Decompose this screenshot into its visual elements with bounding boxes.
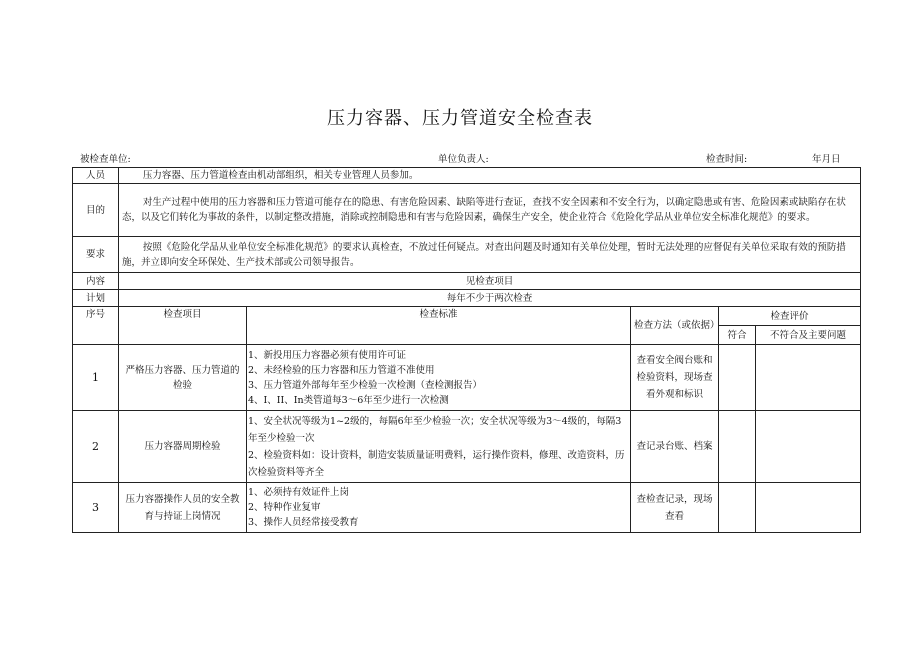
inspected-unit-label: 被检查单位: — [80, 154, 131, 165]
unit-leader-label: 单位负责人: — [438, 154, 489, 165]
item-conform-cell — [719, 345, 756, 411]
item-seq: 2 — [73, 411, 119, 483]
item-seq: 3 — [73, 483, 119, 533]
purpose-row — [73, 184, 861, 237]
item-nonconform-cell — [756, 411, 861, 483]
item-conform-cell — [719, 411, 756, 483]
item-nonconform-cell — [756, 483, 861, 533]
item-conform-cell — [719, 483, 756, 533]
item-row — [73, 411, 861, 483]
requirement-row — [73, 237, 861, 273]
personnel-text: 压力容器、压力管道检查由机动部组织，相关专业管理人员参加。 — [119, 168, 861, 184]
standard-line: 4、I、II、In类管道每3～6年至少进行一次检测 — [248, 394, 449, 406]
header-conform: 符合 — [719, 326, 756, 345]
item-row — [73, 483, 861, 533]
plan-label: 计划 — [73, 290, 119, 307]
item-method: 查看安全阀台账和检验资料，现场查看外观和标识 — [631, 345, 719, 411]
item-nonconform-cell — [756, 345, 861, 411]
item-standards — [247, 345, 631, 411]
header-seq: 序号 — [73, 307, 119, 345]
header-row — [73, 307, 861, 326]
requirement-label: 要求 — [73, 237, 119, 273]
item-name: 压力容器周期检验 — [119, 411, 247, 483]
header-method: 检查方法（或依据） — [631, 307, 719, 345]
standard-line: 2、特种作业复审 — [248, 502, 321, 513]
standard-line: 3、压力管道外部每年至少检验一次检测（查检测报告） — [248, 379, 483, 391]
inspection-table — [72, 167, 861, 533]
item-standards — [247, 483, 631, 533]
standard-line: 1、必须持有效证件上岗 — [248, 487, 350, 498]
page-title: 压力容器、压力管道安全检查表 — [327, 108, 593, 129]
item-seq: 1 — [73, 345, 119, 411]
header-item: 检查项目 — [119, 307, 247, 345]
content-label: 内容 — [73, 273, 119, 290]
item-standards — [247, 411, 631, 483]
standard-line: 2、检验资料如：设计资料，制造安装质量证明费料，运行操作资料，修理、改造资料，历次检验资料等齐全 — [248, 449, 625, 478]
purpose-label: 目的 — [73, 184, 119, 237]
item-name: 压力容器操作人员的安全教育与持证上岗情况 — [119, 483, 247, 533]
item-method: 查记录台账、档案 — [631, 411, 719, 483]
plan-text: 每年不少于两次检查 — [119, 290, 861, 307]
header-evaluation: 检查评价 — [719, 307, 861, 326]
standard-line: 2、未经检验的压力容器和压力管道不准使用 — [248, 364, 435, 376]
standard-line: 3、操作人员经常接受教育 — [248, 517, 359, 528]
plan-row — [73, 290, 861, 307]
item-name: 严格压力容器、压力管道的检验 — [119, 345, 247, 411]
header-standard: 检查标准 — [247, 307, 631, 345]
inspection-time-label: 检查时间: — [706, 154, 748, 165]
content-row — [73, 273, 861, 290]
personnel-row — [73, 168, 861, 184]
standard-line: 1、安全状况等级为1~2级的，每隔6年至少检验一次；安全状况等级为3～4级的，每隔3年至少检验一次 — [248, 415, 622, 444]
date-label: 年月日 — [812, 154, 841, 165]
header-nonconform: 不符合及主要问题 — [756, 326, 861, 345]
requirement-text: 按照《危险化学品从业单位安全标准化规范》的要求认真检查，不放过任何疑点。对查出问题及时通知有关单位处理，暂时无法处理的应督促有关单位采取有效的预防措施，并立即向安全环保处、生产技术部或公司领导报告。 — [119, 237, 861, 273]
item-method: 查检查记录，现场查看 — [631, 483, 719, 533]
content-text: 见检查项目 — [119, 273, 861, 290]
item-row — [73, 345, 861, 411]
purpose-text: 对生产过程中使用的压力容器和压力管道可能存在的隐患、有害危险因素、缺陷等进行查证，查找不安全因素和不安全行为，以确定隐患或有害、危险因素或缺陷存在状态，以及它们转化为事故的条件，以制定整改措施，消除或控制隐患和有害与危险因素，确保生产安全，使企业符合《危险化学品从业单位安全标准化规范》的要求。 — [119, 184, 861, 237]
standard-line: 1、新投用压力容器必须有使用许可证 — [248, 349, 407, 361]
personnel-label: 人员 — [73, 168, 119, 184]
